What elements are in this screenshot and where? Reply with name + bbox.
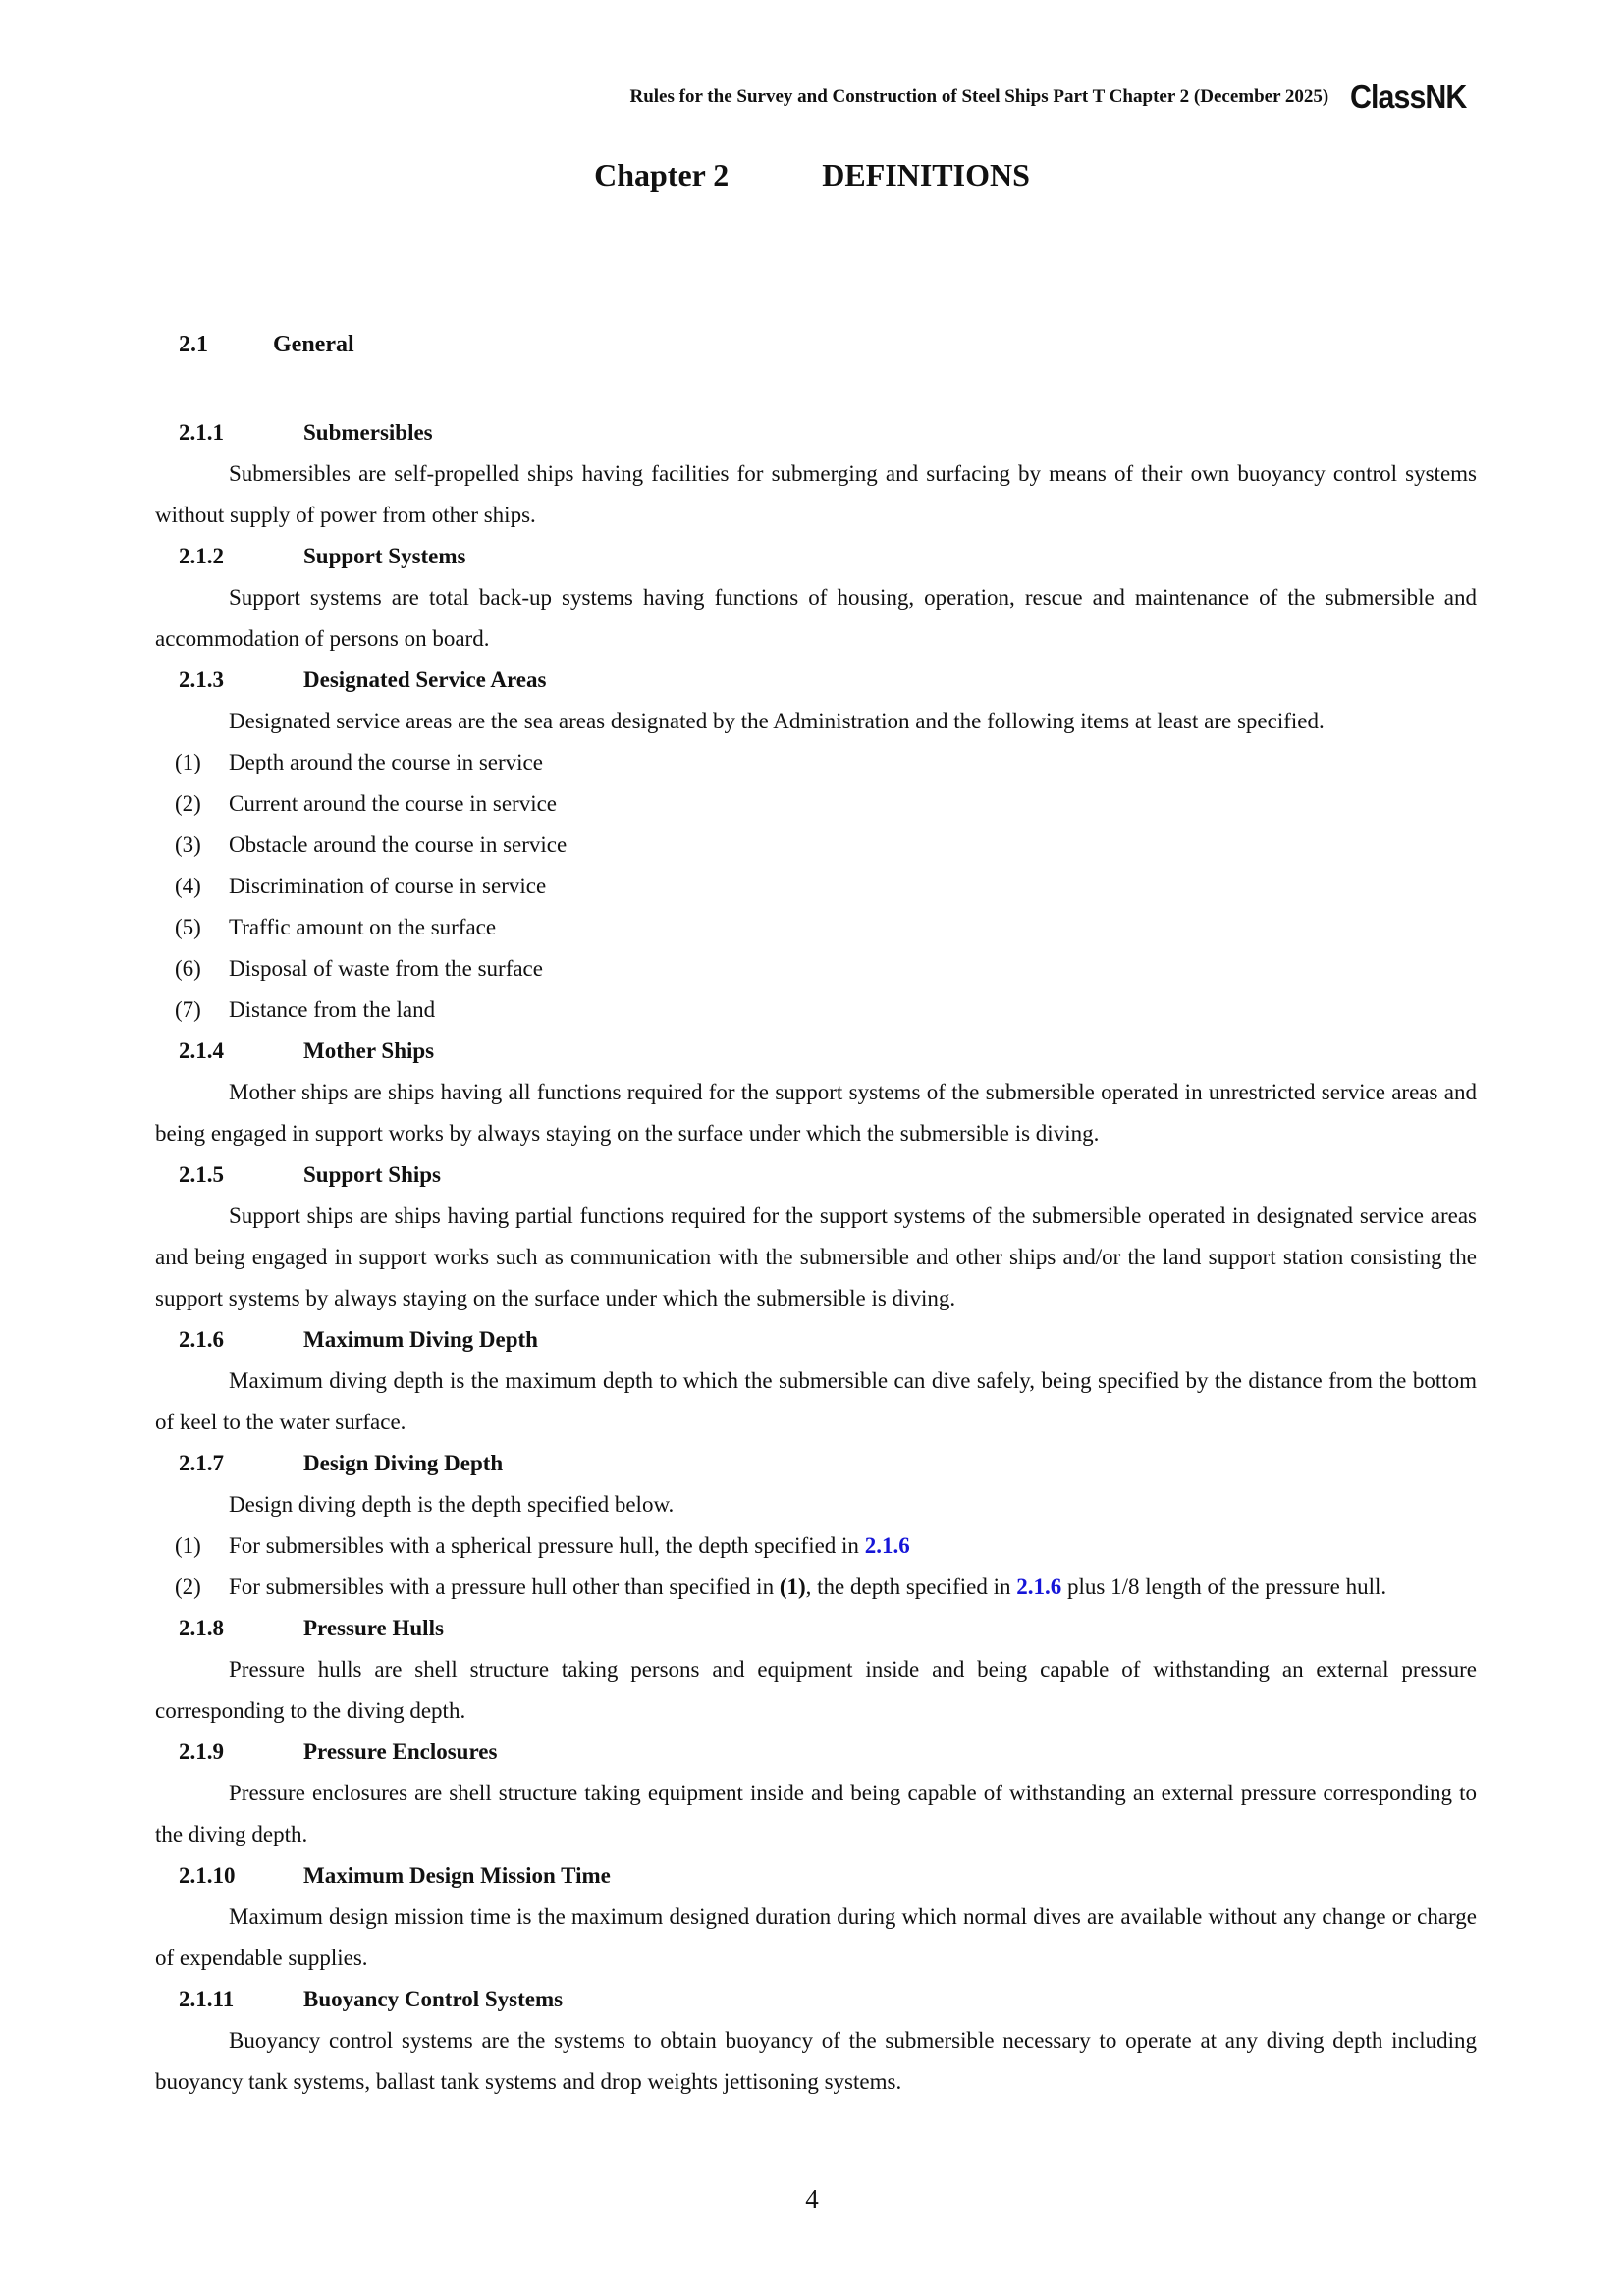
- subsection-heading: [155, 1855, 1477, 1896]
- list-item: [155, 825, 1477, 866]
- list-item-text: Disposal of waste from the surface: [229, 956, 543, 981]
- classnk-logo: ClassNK: [1350, 79, 1467, 115]
- subsection-number: 2.1.2: [179, 544, 224, 568]
- subsection-number: 2.1.5: [179, 1162, 224, 1187]
- list-marker: (2): [175, 791, 201, 816]
- running-header: [629, 79, 1477, 116]
- list-marker: (7): [175, 997, 201, 1022]
- subsection-title: Designated Service Areas: [303, 667, 547, 692]
- chapter-heading: [0, 157, 1624, 193]
- list-marker: (2): [175, 1575, 201, 1599]
- subsection-number: 2.1.1: [179, 420, 224, 445]
- chapter-title: DEFINITIONS: [822, 157, 1030, 192]
- definition-paragraph: Support systems are total back-up systems having functions of housing, operation, rescue and maintenance of the submersible and accommodation of persons on board.: [155, 585, 1477, 651]
- definition-paragraph: Support ships are ships having partial functions required for the support systems of the submersible operated in designated service areas and being engaged in support works such as communication with the submersible and other ships and/or the land support station consisting the support systems by always staying on the surface under which the submersible is diving.: [155, 1203, 1477, 1310]
- subsection-number: 2.1.11: [179, 1987, 235, 2011]
- list-item-text: Obstacle around the course in service: [229, 832, 568, 857]
- list-item-text: Traffic amount on the surface: [229, 915, 497, 939]
- definition-paragraph: Designated service areas are the sea areas designated by the Administration and the following items at least are specified.: [229, 709, 1325, 733]
- subsection-title: Maximum Diving Depth: [303, 1327, 538, 1352]
- chapter-number: Chapter 2: [594, 157, 730, 192]
- list-marker: (1): [175, 1533, 201, 1558]
- list-marker: (1): [175, 750, 201, 774]
- subsection-heading: [155, 1031, 1477, 1072]
- list-item-text: Distance from the land: [229, 997, 436, 1022]
- list-item: [155, 783, 1477, 825]
- list-item: [155, 742, 1477, 783]
- subsection-heading: [155, 1154, 1477, 1196]
- subsection-title: Pressure Hulls: [303, 1616, 444, 1640]
- list-item-text: For submersibles with a spherical pressure hull, the depth specified in 2.1.6: [229, 1533, 910, 1558]
- list-item: [155, 1567, 1477, 1608]
- list-item-text: For submersibles with a pressure hull other than specified in (1), the depth specified in 2.1.6 plus 1/8 length of the pressure hull.: [229, 1575, 1387, 1599]
- definition-paragraph: Submersibles are self-propelled ships having facilities for submerging and surfacing by means of their own buoyancy control systems without supply of power from other ships.: [155, 461, 1477, 527]
- subsection-number: 2.1.3: [179, 667, 224, 692]
- list-item: [155, 989, 1477, 1031]
- subsection-title: Maximum Design Mission Time: [303, 1863, 611, 1888]
- definition-paragraph: Maximum diving depth is the maximum depth to which the submersible can dive safely, being specified by the distance from the bottom of keel to the water surface.: [155, 1368, 1477, 1434]
- subsection-heading: [155, 1319, 1477, 1361]
- definitions-body: [155, 412, 1477, 2103]
- section-number: 2.1: [179, 332, 208, 357]
- list-item: [155, 948, 1477, 989]
- subsection-heading: [155, 412, 1477, 454]
- subsection-number: 2.1.9: [179, 1739, 224, 1764]
- cross-reference-link[interactable]: 2.1.6: [1016, 1575, 1062, 1599]
- header-title: Rules for the Survey and Construction of Steel Ships Part T Chapter 2 (December 2025): [629, 86, 1329, 107]
- subsection-number: 2.1.6: [179, 1327, 224, 1352]
- definition-paragraph: Maximum design mission time is the maximum designed duration during which normal dives are available without any change or charge of expendable supplies.: [155, 1904, 1477, 1970]
- subsection-number: 2.1.10: [179, 1863, 236, 1888]
- list-item: [155, 907, 1477, 948]
- subsection-title: Pressure Enclosures: [303, 1739, 498, 1764]
- subsection-heading: [155, 660, 1477, 701]
- subsection-title: Support Systems: [303, 544, 466, 568]
- list-item-text: Discrimination of course in service: [229, 874, 547, 898]
- definition-paragraph: Pressure hulls are shell structure taking persons and equipment inside and being capable of withstanding an external pressure corresponding to the diving depth.: [155, 1657, 1477, 1723]
- subsection-heading: [155, 1732, 1477, 1773]
- subsection-title: Support Ships: [303, 1162, 441, 1187]
- subsection-number: 2.1.7: [179, 1451, 224, 1475]
- subsection-heading: [155, 1608, 1477, 1649]
- list-item-text: Depth around the course in service: [229, 750, 543, 774]
- section-heading: [179, 332, 354, 358]
- list-item: [155, 866, 1477, 907]
- list-item-text: Current around the course in service: [229, 791, 558, 816]
- subsection-number: 2.1.8: [179, 1616, 224, 1640]
- subsection-title: Design Diving Depth: [303, 1451, 504, 1475]
- cross-reference-link[interactable]: 2.1.6: [864, 1533, 910, 1558]
- subsection-title: Mother Ships: [303, 1039, 435, 1063]
- subsection-title: Submersibles: [303, 420, 433, 445]
- list-marker: (5): [175, 915, 201, 939]
- definition-paragraph: Mother ships are ships having all functions required for the support systems of the submersible operated in unrestricted service areas and being engaged in support works by always staying on the surface under which the submersible is diving.: [155, 1080, 1477, 1146]
- subsection-heading: [155, 536, 1477, 577]
- list-marker: (3): [175, 832, 201, 857]
- item-reference: (1): [779, 1575, 806, 1599]
- definition-paragraph: Design diving depth is the depth specified below.: [229, 1492, 675, 1517]
- list-item: [155, 1525, 1477, 1567]
- list-marker: (6): [175, 956, 201, 981]
- section-title: General: [273, 332, 354, 357]
- definition-paragraph: Buoyancy control systems are the systems to obtain buoyancy of the submersible necessary to operate at any diving depth including buoyancy tank systems, ballast tank systems and drop weights jettisoning systems.: [155, 2028, 1477, 2094]
- definition-paragraph: Pressure enclosures are shell structure taking equipment inside and being capable of withstanding an external pressure corresponding to the diving depth.: [155, 1781, 1477, 1846]
- page-number: 4: [805, 2184, 819, 2214]
- subsection-heading: [155, 1979, 1477, 2020]
- subsection-title: Buoyancy Control Systems: [303, 1987, 564, 2011]
- subsection-number: 2.1.4: [179, 1039, 224, 1063]
- list-marker: (4): [175, 874, 201, 898]
- subsection-heading: [155, 1443, 1477, 1484]
